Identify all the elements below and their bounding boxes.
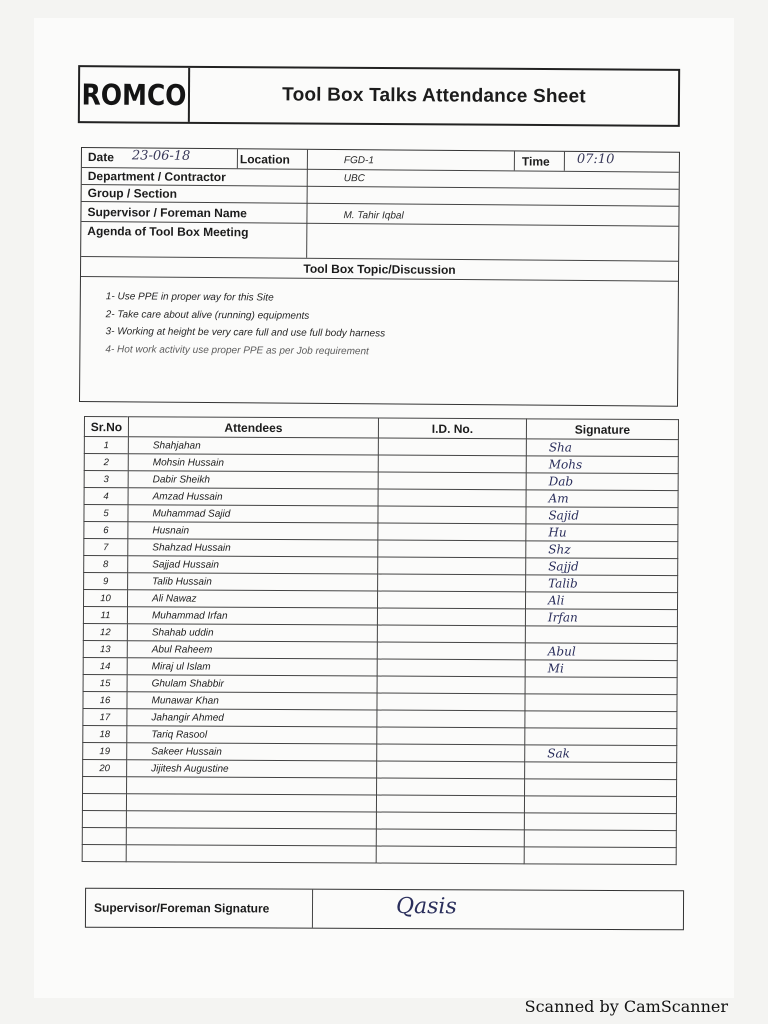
row-attendee-name	[126, 845, 376, 863]
row-id-number	[377, 625, 525, 643]
row-attendee-name: Jahangir Ahmed	[127, 709, 377, 727]
row-signature: Abul	[525, 643, 677, 661]
row-attendee-name: Jijitesh Augustine	[127, 760, 377, 778]
row-srno: 1	[84, 437, 128, 454]
logo-text: ROMCO	[81, 77, 187, 112]
row-srno: 15	[83, 674, 127, 691]
row-srno: 10	[84, 590, 128, 607]
department-label: Department / Contractor	[87, 169, 226, 185]
row-srno: 8	[84, 556, 128, 573]
row-srno	[82, 793, 126, 810]
row-id-number	[378, 506, 526, 524]
date-label: Date	[87, 150, 114, 165]
row-id-number	[378, 523, 526, 541]
meeting-info-section	[79, 147, 680, 407]
row-srno: 12	[83, 623, 127, 640]
row-signature	[525, 779, 677, 797]
row-id-number	[378, 472, 526, 490]
topic-item: 4- Hot work activity use proper PPE as per Job requirement	[105, 343, 369, 357]
row-srno	[83, 776, 127, 793]
row-signature: Irfan	[525, 609, 677, 627]
column-header-srno: Sr.No	[84, 417, 128, 437]
row-id-number	[378, 455, 526, 473]
row-id-number	[377, 761, 525, 779]
row-id-number	[377, 693, 525, 711]
row-signature	[525, 677, 677, 695]
row-signature: Mohs	[526, 456, 678, 474]
row-signature: Ali	[525, 592, 677, 610]
row-srno: 5	[84, 505, 128, 522]
row-attendee-name: Shahjahan	[128, 437, 378, 455]
row-attendee-name: Muhammad Sajid	[128, 505, 378, 523]
row-srno: 20	[83, 759, 127, 776]
row-id-number	[377, 744, 525, 762]
row-id-number	[377, 659, 525, 677]
row-signature	[525, 762, 677, 780]
row-attendee-name: Mohsin Hussain	[128, 454, 378, 472]
row-id-number	[377, 727, 525, 745]
row-id-number	[377, 642, 525, 660]
row-signature: Mi	[525, 660, 677, 678]
row-attendee-name: Miraj ul Islam	[127, 658, 377, 676]
row-srno: 3	[84, 471, 128, 488]
row-signature	[524, 813, 676, 831]
row-attendee-name	[126, 811, 376, 829]
attendance-rows	[82, 437, 678, 865]
agenda-label: Agenda of Tool Box Meeting	[87, 224, 249, 240]
row-signature	[524, 796, 676, 814]
row-attendee-name: Munawar Khan	[127, 692, 377, 710]
row-srno: 4	[84, 488, 128, 505]
row-srno: 17	[83, 708, 127, 725]
topic-list	[105, 288, 385, 360]
row-id-number	[378, 540, 526, 558]
row-attendee-name	[126, 794, 376, 812]
location-value: FGD-1	[343, 155, 374, 167]
row-attendee-name: Tariq Rasool	[127, 726, 377, 744]
row-attendee-name: Dabir Sheikh	[128, 471, 378, 489]
row-id-number	[378, 557, 526, 575]
column-header-id: I.D. No.	[378, 418, 526, 439]
row-srno	[82, 844, 126, 861]
supervisor-label: Supervisor / Foreman Name	[87, 205, 247, 221]
supervisor-value: M. Tahir Iqbal	[343, 210, 404, 222]
supervisor-signature: Qasis	[395, 894, 457, 920]
row-signature: Hu	[526, 524, 678, 542]
row-signature	[525, 711, 677, 729]
row-id-number	[376, 846, 524, 864]
row-srno	[82, 810, 126, 827]
row-id-number	[377, 608, 525, 626]
row-signature: Dab	[526, 473, 678, 491]
row-signature: Sha	[526, 439, 678, 457]
row-attendee-name: Abul Raheem	[127, 641, 377, 659]
row-id-number	[377, 710, 525, 728]
scanner-watermark: Scanned by CamScanner	[524, 997, 728, 1016]
row-id-number	[378, 489, 526, 507]
row-id-number	[376, 829, 524, 847]
time-value: 07:10	[576, 151, 615, 168]
row-srno: 7	[84, 539, 128, 556]
row-id-number	[377, 778, 525, 796]
time-label: Time	[521, 154, 550, 169]
row-attendee-name	[126, 828, 376, 846]
row-signature: Sajjd	[526, 558, 678, 576]
row-attendee-name: Shahab uddin	[127, 624, 377, 642]
topic-heading: Tool Box Topic/Discussion	[303, 261, 456, 277]
row-signature	[524, 847, 676, 865]
row-signature: Am	[526, 490, 678, 508]
row-srno	[82, 827, 126, 844]
row-attendee-name: Sakeer Hussain	[127, 743, 377, 761]
row-srno: 19	[83, 742, 127, 759]
group-label: Group / Section	[87, 186, 178, 201]
row-attendee-name: Sajjad Hussain	[128, 556, 378, 574]
supervisor-signature-box	[85, 888, 684, 931]
row-signature: Sajid	[526, 507, 678, 525]
row-attendee-name: Ali Nawaz	[128, 590, 378, 608]
row-srno: 14	[83, 657, 127, 674]
row-srno: 13	[83, 640, 127, 657]
header-box	[78, 65, 680, 127]
row-srno: 2	[84, 454, 128, 471]
row-id-number	[378, 574, 526, 592]
row-srno: 18	[83, 725, 127, 742]
attendance-table	[82, 416, 679, 865]
row-signature	[525, 626, 677, 644]
department-value: UBC	[343, 173, 365, 185]
row-srno: 9	[84, 573, 128, 590]
row-id-number	[378, 438, 526, 456]
row-srno: 16	[83, 691, 127, 708]
row-id-number	[377, 591, 525, 609]
column-header-attendees: Attendees	[128, 417, 378, 438]
row-signature	[525, 728, 677, 746]
table-row	[82, 844, 676, 864]
row-signature: Talib	[526, 575, 678, 593]
row-attendee-name: Muhammad Irfan	[127, 607, 377, 625]
row-signature: Sak	[525, 745, 677, 763]
topic-item: 3- Working at height be very care full and use full body harness	[105, 326, 386, 340]
row-attendee-name: Amzad Hussain	[128, 488, 378, 506]
row-attendee-name: Talib Hussain	[128, 573, 378, 591]
topic-item: 2- Take care about alive (running) equipments	[105, 308, 310, 322]
document-title: Tool Box Talks Attendance Sheet	[282, 84, 586, 108]
location-label: Location	[239, 152, 290, 167]
row-signature	[525, 694, 677, 712]
row-attendee-name: Ghulam Shabbir	[127, 675, 377, 693]
supervisor-signature-label: Supervisor/Foreman Signature	[93, 900, 270, 916]
date-value: 23-06-18	[131, 148, 191, 164]
topic-item: 1- Use PPE in proper way for this Site	[105, 291, 274, 304]
row-signature: Shz	[526, 541, 678, 559]
row-id-number	[376, 812, 524, 830]
row-attendee-name: Husnain	[128, 522, 378, 540]
company-logo	[80, 67, 190, 122]
row-signature	[524, 830, 676, 848]
row-id-number	[376, 795, 524, 813]
row-attendee-name	[127, 777, 377, 795]
row-srno: 6	[84, 522, 128, 539]
row-srno: 11	[83, 607, 127, 624]
row-attendee-name: Shahzad Hussain	[128, 539, 378, 557]
column-header-signature: Signature	[526, 419, 678, 440]
row-id-number	[377, 676, 525, 694]
